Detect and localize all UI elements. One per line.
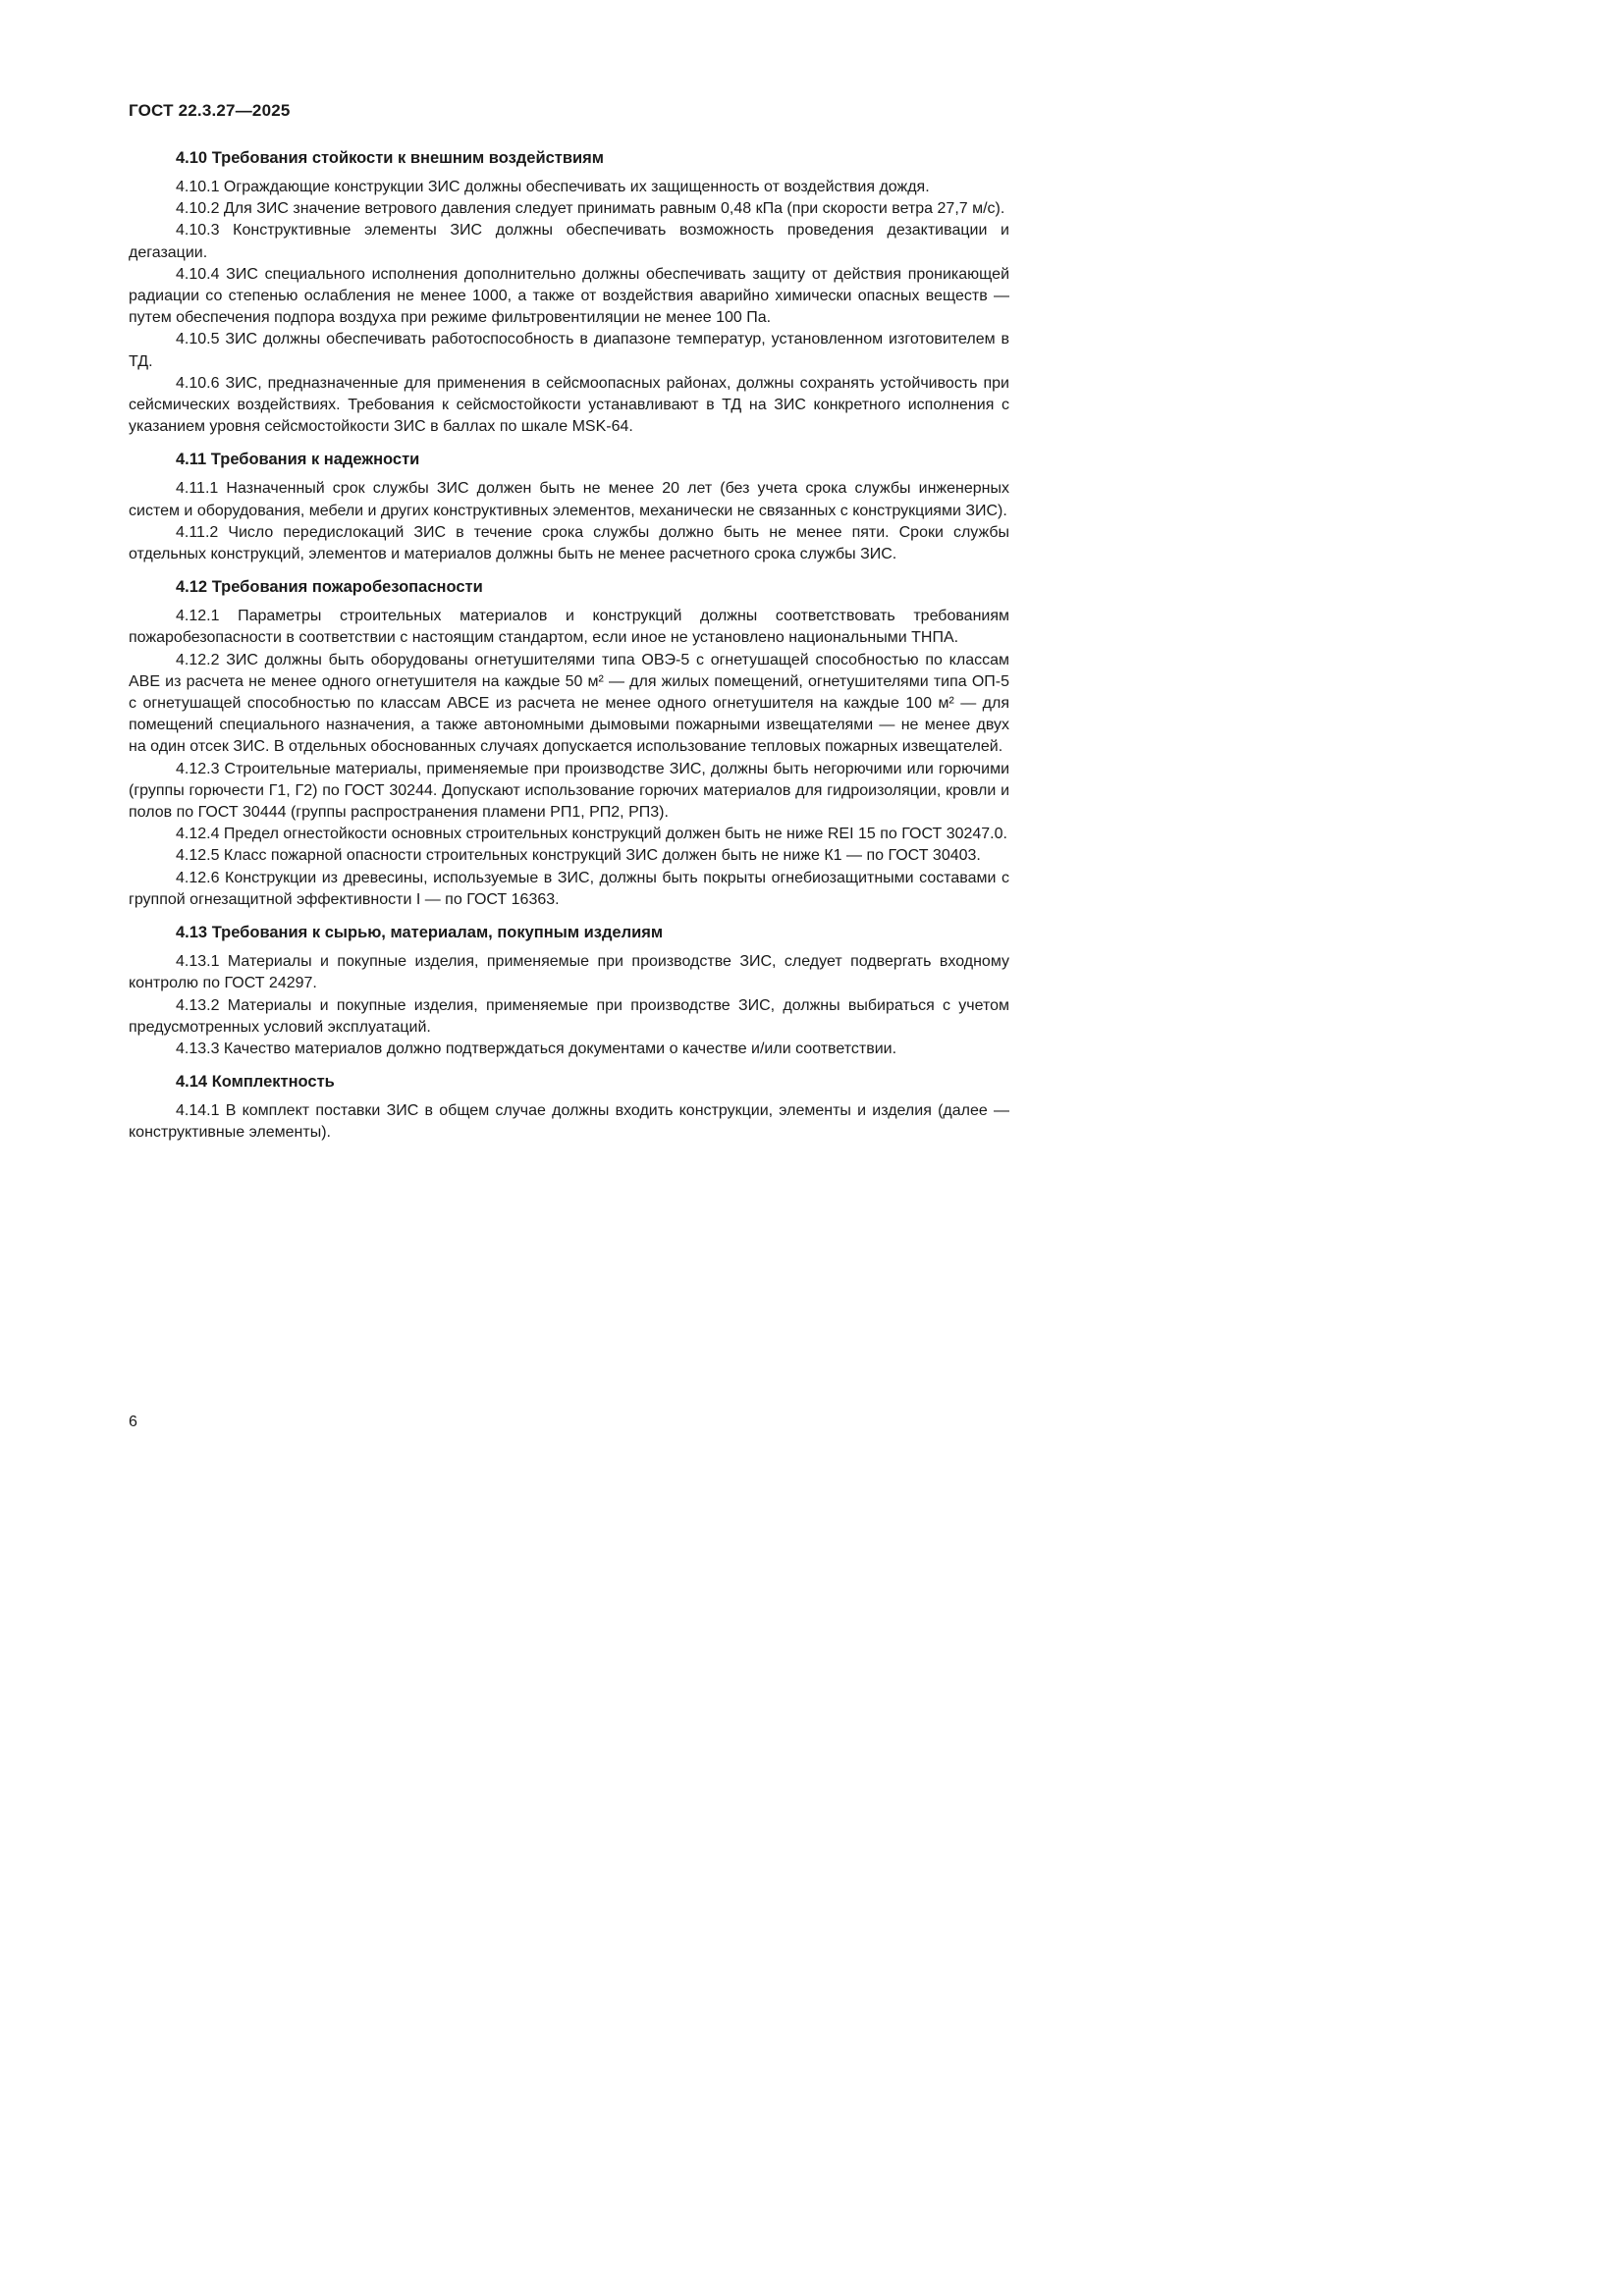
paragraph-4-11-2: 4.11.2 Число передислокаций ЗИС в течение срока службы должно быть не менее пяти. Сроки службы отдельных конструкций, элементов и материалов должны быть не менее расчетного срока службы ЗИС. [129, 523, 1009, 563]
paragraph-4-12-3: 4.12.3 Строительные материалы, применяемые при производстве ЗИС, должны быть негорючими или горючими (группы горючести Г1, Г2) по ГОСТ 30244. Допускают использование горючих материалов для гидроизоляции, кровли и полов по ГОСТ 30444 (группы распространения пламени РП1, РП2, РП3). [129, 760, 1009, 822]
document-page [129, 0, 1009, 1527]
section-4-10 [129, 147, 1009, 438]
section-4-11 [129, 449, 1009, 565]
paragraph-4-13-1: 4.13.1 Материалы и покупные изделия, применяемые при производстве ЗИС, следует подвергать входному контролю по ГОСТ 24297. [129, 953, 1009, 992]
paragraph-4-12-6: 4.12.6 Конструкции из древесины, используемые в ЗИС, должны быть покрыты огнебиозащитными составами с группой огнезащитной эффективности I — по ГОСТ 16363. [129, 869, 1009, 908]
section-4-13 [129, 922, 1009, 1060]
page-number: 6 [129, 1414, 137, 1430]
section-heading: 4.10 Требования стойкости к внешним воздействиям [176, 149, 604, 167]
paragraph-4-12-1: 4.12.1 Параметры строительных материалов и конструкций должны соответствовать требованиям пожаробезопасности в соответствии с настоящим стандартом, если иное не установлено национальными ТНПА. [129, 608, 1009, 647]
section-heading: 4.14 Комплектность [176, 1073, 335, 1092]
section-heading: 4.13 Требования к сырью, материалам, покупным изделиям [176, 924, 664, 942]
paragraph-4-10-5: 4.10.5 ЗИС должны обеспечивать работоспособность в диапазоне температур, установленном изготовителем в ТД. [129, 331, 1009, 370]
paragraph-4-10-2: 4.10.2 Для ЗИС значение ветрового давления следует принимать равным 0,48 кПа (при скорости ветра 27,7 м/с). [176, 200, 1005, 218]
paragraph-4-12-2: 4.12.2 ЗИС должны быть оборудованы огнетушителями типа ОВЭ-5 с огнетушащей способностью по классам АВЕ из расчета не менее одного огнетушителя на каждые 50 м² — для жилых помещений, огнетушителями типа ОП-5 с огнетушащей способностью по классам АВСЕ из расчета не менее одного огнетушителя на каждые 100 м² — для помещений специального назначения, а также автономными дымовыми пожарными извещателями — не менее двух на один отсек ЗИС. В отдельных обоснованных случаях допускается использование тепловых пожарных извещателей. [129, 651, 1009, 756]
paragraph-4-10-1: 4.10.1 Ограждающие конструкции ЗИС должны обеспечивать их защищенность от воздействия дождя. [176, 179, 930, 195]
document-code-header: ГОСТ 22.3.27—2025 [129, 101, 291, 120]
paragraph-4-14-1: 4.14.1 В комплект поставки ЗИС в общем случае должны входить конструкции, элементы и изделия (далее — конструктивные элементы). [129, 1102, 1009, 1142]
paragraph-4-12-5: 4.12.5 Класс пожарной опасности строительных конструкций ЗИС должен быть не ниже К1 — по ГОСТ 30403. [176, 847, 981, 865]
section-heading: 4.11 Требования к надежности [176, 451, 420, 469]
document-body [129, 147, 1009, 1155]
section-4-14 [129, 1071, 1009, 1144]
paragraph-4-11-1: 4.11.1 Назначенный срок службы ЗИС должен быть не менее 20 лет (без учета срока службы инженерных систем и оборудования, мебели и других конструктивных элементов, механически не связанных с конструкциями ЗИС). [129, 480, 1009, 519]
paragraph-4-10-3: 4.10.3 Конструктивные элементы ЗИС должны обеспечивать возможность проведения дезактивации и дегазации. [129, 222, 1009, 261]
section-4-12 [129, 576, 1009, 911]
paragraph-4-12-4: 4.12.4 Предел огнестойкости основных строительных конструкций должен быть не ниже REI 15 по ГОСТ 30247.0. [176, 826, 1007, 843]
paragraph-4-13-2: 4.13.2 Материалы и покупные изделия, применяемые при производстве ЗИС, должны выбираться с учетом предусмотренных условий эксплуатаций. [129, 996, 1009, 1036]
paragraph-4-10-6: 4.10.6 ЗИС, предназначенные для применения в сейсмоопасных районах, должны сохранять устойчивость при сейсмических воздействиях. Требования к сейсмостойкости устанавливают в ТД на ЗИС конкретного исполнения с указанием уровня сейсмостойкости ЗИС в баллах по шкале MSK-64. [129, 374, 1009, 436]
paragraph-4-13-3: 4.13.3 Качество материалов должно подтверждаться документами о качестве и/или соответствии. [176, 1040, 897, 1057]
section-heading: 4.12 Требования пожаробезопасности [176, 578, 483, 597]
paragraph-4-10-4: 4.10.4 ЗИС специального исполнения дополнительно должны обеспечивать защиту от действия проникающей радиации со степенью ослабления не менее 1000, а также от воздействия аварийно химически опасных веществ — путем обеспечения подпора воздуха при режиме фильтровентиляции не менее 100 Па. [129, 265, 1009, 327]
